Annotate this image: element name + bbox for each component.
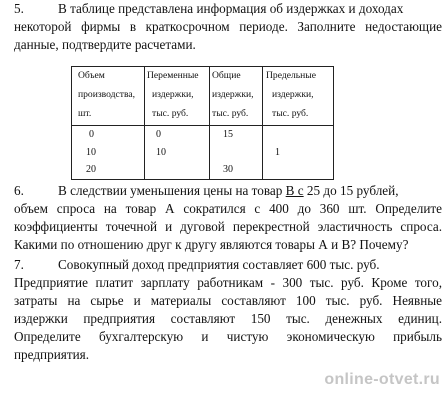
task7-line4: издержки предприятия составляют 150 тыс. денежных единиц.: [14, 311, 442, 326]
task6-line1-text-a: В следствии уменьшения цены на товар: [58, 183, 286, 198]
table-header-cell: издержки,: [152, 89, 194, 100]
table-header-cell: издержки,: [212, 89, 254, 100]
task7-line5: Определите бухгалтерскую и чистую экономическую прибыль: [14, 329, 442, 344]
table-header-cell: шт.: [78, 108, 92, 119]
table-header-cell: Предельные: [266, 70, 316, 81]
table-cell: 0: [89, 129, 94, 140]
table-cell: 0: [156, 129, 161, 140]
task6-line4: Какими по отношению друг к другу являются товары А и В? Почему?: [14, 237, 409, 252]
task7-line1-text: Совокупный доход предприятия составляет 600 тыс. руб.: [58, 257, 380, 272]
task6-line1-text-c: 25 до 15 рублей,: [303, 183, 399, 198]
table-cell: 10: [86, 147, 96, 158]
table-header-cell: Общие: [212, 70, 241, 81]
task7-line3: затраты на сырье и материалы составляют 100 тыс. руб. Неявные: [14, 293, 442, 308]
task5-line1-text: В таблице представлена информация об издержках и доходах: [58, 1, 404, 16]
table-header-cell: Переменные: [147, 70, 199, 81]
task5-line2: некоторой фирмы в краткосрочном периоде. Заполните недостающие: [14, 19, 442, 34]
task6-line2: объем спроса на товар А сократился с 400 до 360 шт. Определите: [14, 201, 442, 216]
task6-line3: коэффициенты точечной и дуговой перекрестной эластичность спроса.: [14, 219, 442, 234]
task6-number: 6.: [14, 183, 24, 198]
task7-line2: Предприятие платит зарплату работникам - 300 тыс. руб. Кроме того,: [14, 275, 442, 290]
task7-number: 7.: [14, 257, 24, 272]
table-cell: 10: [156, 147, 166, 158]
task6-line1: [14, 182, 442, 200]
task5-line3: данные, подтвердите расчетами.: [14, 37, 196, 52]
table-header-cell: Объем: [78, 70, 105, 81]
table-divider: [262, 67, 263, 179]
task7-line1: [14, 256, 442, 274]
table-cell: 30: [223, 164, 233, 175]
task6-underlined-text: В с: [285, 183, 304, 198]
table-header-cell: тыс. руб.: [152, 108, 189, 119]
table-cell: 20: [86, 164, 96, 175]
table-header-cell: производства,: [78, 89, 136, 100]
task7-line6: предприятия.: [14, 347, 89, 362]
table-cell: 15: [223, 129, 233, 140]
task5-line1: [14, 0, 442, 18]
task5-number: 5.: [14, 1, 24, 16]
table-header-cell: тыс. руб.: [212, 108, 249, 119]
table-divider: [144, 67, 145, 179]
table-divider: [209, 67, 210, 179]
table-header-divider: [72, 125, 333, 126]
table-header-cell: издержки,: [272, 89, 314, 100]
table-cell: 1: [275, 147, 280, 158]
watermark: online-otvet.ru: [324, 371, 440, 388]
cost-table: [71, 66, 334, 180]
table-header-cell: тыс. руб.: [272, 108, 309, 119]
